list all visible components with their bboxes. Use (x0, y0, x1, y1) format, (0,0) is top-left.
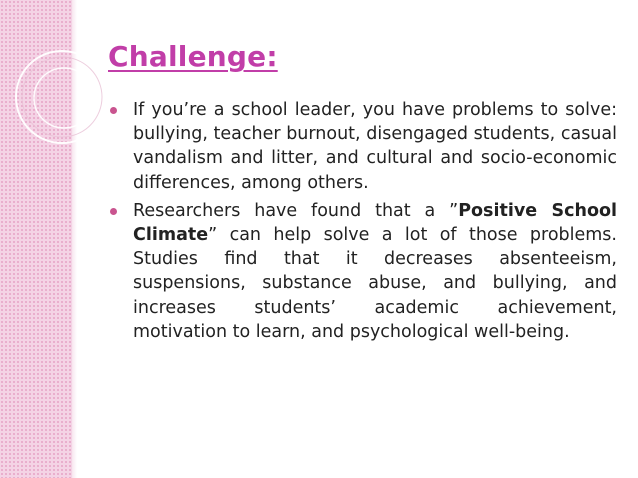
slide-title: Challenge: (108, 40, 278, 73)
bullet-item-2 (107, 199, 617, 344)
decorative-arc-small (34, 68, 94, 128)
bullet-item-1 (107, 98, 617, 195)
bullet-2-bold-phrase: Positive School Climate (133, 200, 617, 246)
bullet-1-text: If you’re a school leader, you have problems to solve: bullying, teacher burnout, disengaged students, casual vandalism and litter, and cultural and socio-economic differences, among others. (133, 100, 617, 193)
bullet-2-text-start: Researchers have found that a ” (133, 200, 459, 221)
bullet-2-text-end: ” can help solve a lot of those problems. Studies find that it decreases absenteeism, suspensions, substance abuse, and bullying, and increases students’ academic achievement, motivation to learn, and psychological well-being. (133, 225, 617, 342)
bullet-list (107, 98, 617, 348)
